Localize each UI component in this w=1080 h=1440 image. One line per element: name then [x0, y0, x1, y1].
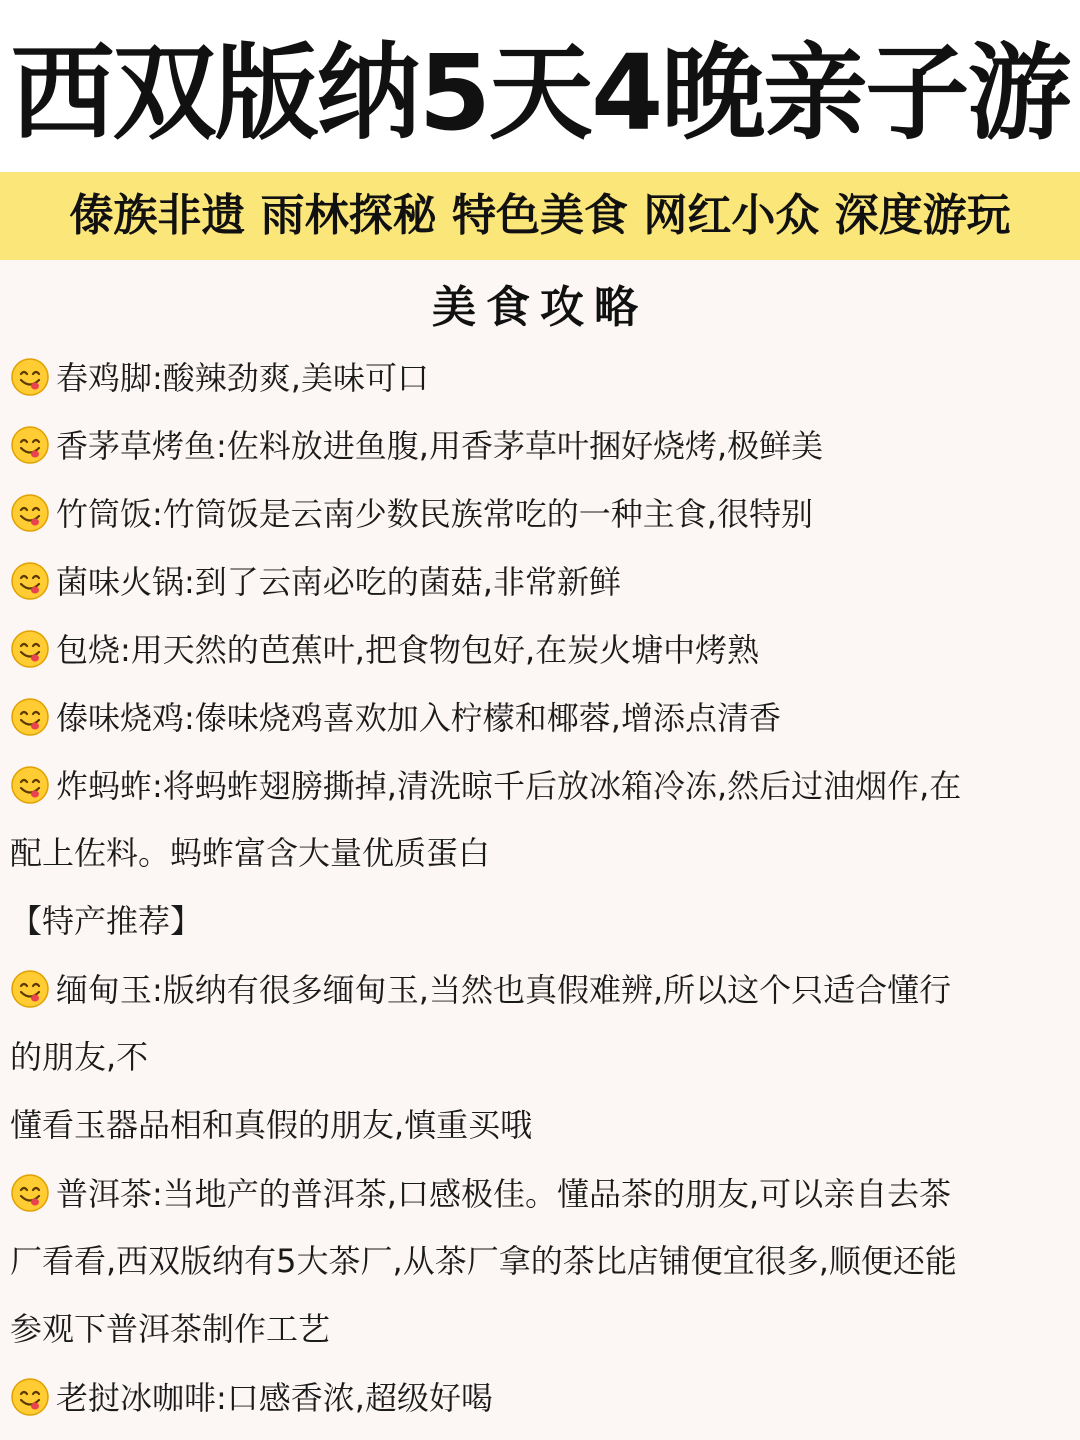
specialty-heading-text: 【特产推荐】 — [10, 902, 203, 940]
list-item-continuation — [10, 1309, 1070, 1349]
list-item-text: 厂看看,西双版纳有5大茶厂,从茶厂拿的茶比店铺便宜很多,顺便还能 — [10, 1242, 957, 1280]
yum-face-icon — [10, 357, 50, 397]
page-title: 西双版纳5天4晚亲子游 — [10, 32, 1070, 154]
yum-face-icon — [10, 697, 50, 737]
yum-face-icon — [10, 425, 50, 465]
list-item-text: 春鸡脚:酸辣劲爽,美味可口 — [56, 359, 429, 397]
yum-face-icon — [10, 629, 50, 669]
yum-face-icon — [10, 493, 50, 533]
list-item-text: 缅甸玉:版纳有很多缅甸玉,当然也真假难辨,所以这个只适合懂行 — [56, 971, 952, 1009]
list-item-puer-tea — [10, 1173, 1070, 1214]
yum-face-icon — [10, 1173, 50, 1213]
list-item-text: 老挝冰咖啡:口感香浓,超级好喝 — [56, 1379, 493, 1417]
list-item-continuation — [10, 1241, 1070, 1281]
list-item-text: 的朋友,不 — [10, 1038, 149, 1076]
yum-face-icon — [10, 765, 50, 805]
title-band — [0, 0, 1080, 172]
yum-face-icon — [10, 969, 50, 1009]
specialty-heading — [10, 901, 1070, 941]
list-item-leaf-bake — [10, 629, 1070, 670]
list-item-mushroom-hotpot — [10, 561, 1070, 602]
list-item-text: 普洱茶:当地产的普洱茶,口感极佳。懂品茶的朋友,可以亲自去茶 — [56, 1175, 952, 1213]
list-item-text: 懂看玉器品相和真假的朋友,慎重买哦 — [10, 1106, 533, 1144]
list-item-jade — [10, 969, 1070, 1010]
list-item-text: 炸蚂蚱:将蚂蚱翅膀撕掉,清洗晾千后放冰箱冷冻,然后过油烟作,在 — [56, 767, 962, 805]
list-item-lao-coffee — [10, 1377, 1070, 1418]
page-subtitle: 傣族非遗 雨林探秘 特色美食 网红小众 深度游玩 — [69, 190, 1011, 241]
section-heading: 美食攻略 — [432, 282, 648, 333]
list-item-text: 竹筒饭:竹筒饭是云南少数民族常吃的一种主食,很特别 — [56, 495, 813, 533]
list-item-text: 傣味烧鸡:傣味烧鸡喜欢加入柠檬和椰蓉,增添点清香 — [56, 699, 781, 737]
yum-face-icon — [10, 561, 50, 601]
list-item-text: 包烧:用天然的芭蕉叶,把食物包好,在炭火塘中烤熟 — [56, 631, 760, 669]
list-item-text: 参观下普洱茶制作工艺 — [10, 1310, 331, 1348]
subtitle-band — [0, 172, 1080, 260]
list-item-text: 配上佐料。蚂蚱富含大量优质蛋白 — [10, 834, 491, 872]
list-item-continuation — [10, 1037, 1070, 1077]
list-item-fried-grasshopper — [10, 765, 1070, 806]
list-item-bamboo-rice — [10, 493, 1070, 534]
yum-face-icon — [10, 1377, 50, 1417]
list-item-text: 香茅草烤鱼:佐料放进鱼腹,用香茅草叶捆好烧烤,极鲜美 — [56, 427, 824, 465]
list-item-text: 菌味火锅:到了云南必吃的菌菇,非常新鲜 — [56, 563, 621, 601]
list-item-grilled-fish — [10, 425, 1070, 466]
list-item-dai-chicken — [10, 697, 1070, 738]
list-item-continuation — [10, 833, 1070, 873]
list-item-chicken-feet — [10, 357, 1070, 398]
list-item-continuation — [10, 1105, 1070, 1145]
